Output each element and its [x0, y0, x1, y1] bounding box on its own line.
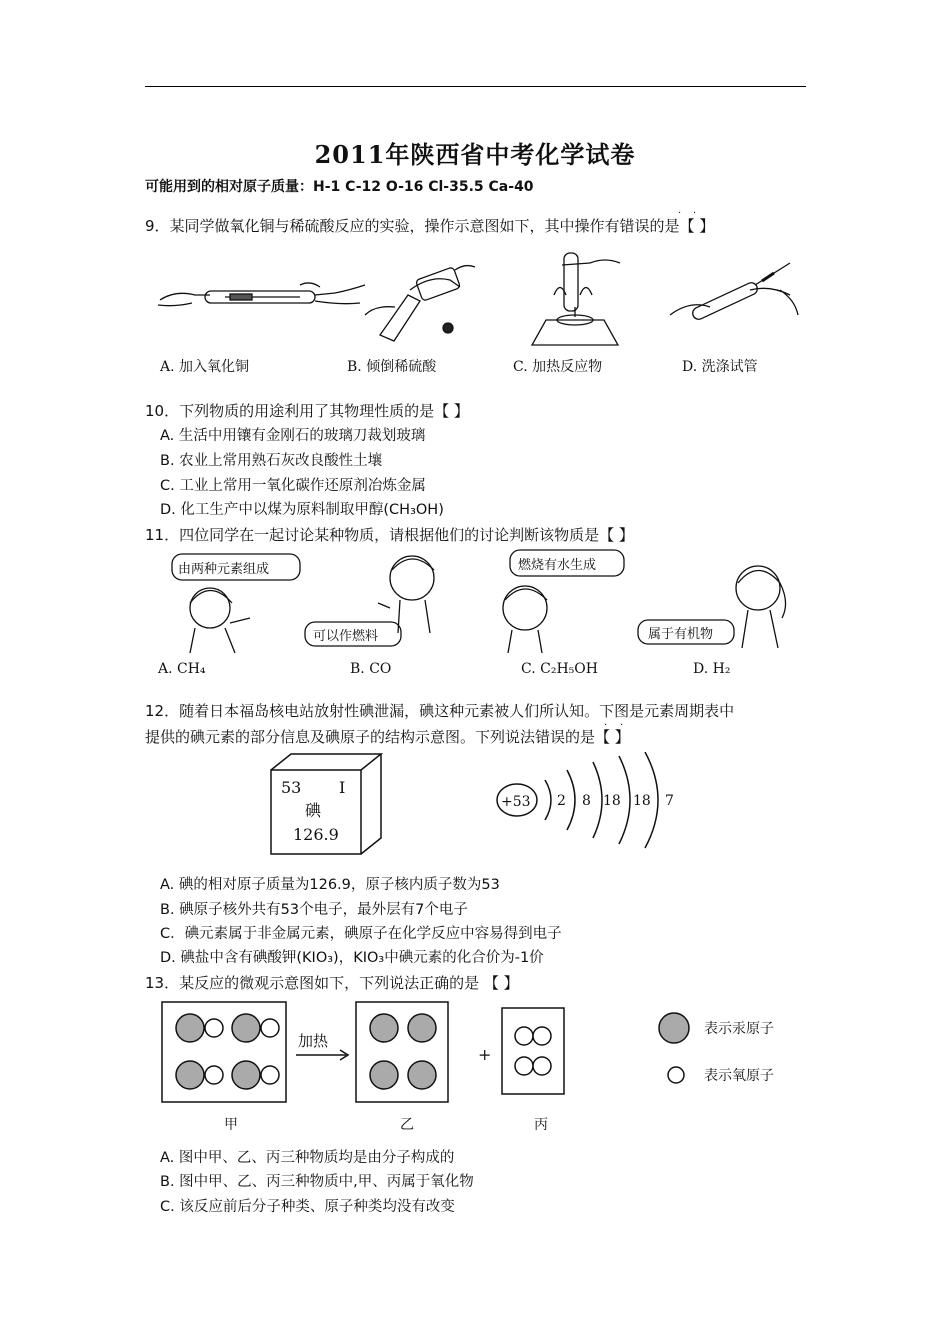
- q9-caption-c: C. 加热反应物: [513, 359, 603, 375]
- student-figure: [503, 586, 547, 630]
- q9-caption-a: A. 加入氧化铜: [160, 359, 250, 375]
- q9-illustration-c: [532, 253, 620, 345]
- emphasis-dot: ·: [693, 208, 697, 219]
- mercury-atom: [176, 1014, 204, 1042]
- q11-caption-b: B. CO: [350, 661, 392, 677]
- student-figure: [736, 566, 780, 610]
- box-label-yi: 乙: [400, 1117, 414, 1133]
- shell-count-5: 7: [665, 793, 674, 809]
- q10-option-b: B. 农业上常用熟石灰改良酸性土壤: [160, 453, 383, 469]
- oxygen-atom: [515, 1027, 533, 1045]
- q10-option-a: A. 生活中用镶有金刚石的玻璃刀裁划玻璃: [160, 428, 426, 444]
- q9-caption-b: B. 倾倒稀硫酸: [347, 359, 437, 375]
- q9-illustration-d: [670, 263, 798, 321]
- arrow-label: 加热: [298, 1032, 329, 1050]
- mercury-atom: [370, 1061, 398, 1089]
- element-card: [265, 750, 385, 858]
- mercury-atom: [176, 1061, 204, 1089]
- box-label-bing: 丙: [534, 1117, 548, 1133]
- q11-bubble-1: 由两种元素组成: [178, 562, 270, 577]
- oxygen-atom: [515, 1057, 533, 1075]
- mercury-atom: [232, 1014, 260, 1042]
- student-figure: [390, 556, 434, 600]
- oxygen-atom: [205, 1019, 223, 1037]
- mercury-atom: [370, 1014, 398, 1042]
- student-figure: [190, 588, 230, 628]
- q11-bubble-4: 属于有机物: [648, 627, 714, 642]
- q9-illustration-a: [158, 283, 365, 306]
- q12-option-d: D. 碘盐中含有碘酸钾(KIO₃)，KIO₃中碘元素的化合价为-1价: [160, 950, 544, 966]
- element-atomic-number: 53: [281, 778, 302, 797]
- q9-illustration-b: [365, 266, 475, 341]
- q11-stem: 11．四位同学在一起讨论某种物质，请根据他们的讨论判断该物质是【 】: [145, 526, 634, 544]
- atomic-masses-note: 可能用到的相对原子质量：H-1 C-12 O-16 Cl-35.5 Ca-40: [145, 179, 534, 195]
- oxygen-atom: [261, 1019, 279, 1037]
- q13-option-c: C. 该反应前后分子种类、原子种类均没有改变: [160, 1199, 455, 1215]
- q10-option-c: C. 工业上常用一氧化碳作还原剂冶炼金属: [160, 478, 426, 494]
- q12-stem-line2: 提供的碘元素的部分信息及碘原子的结构示意图。下列说法错误的是【 】: [145, 728, 630, 746]
- oxygen-atom: [533, 1027, 551, 1045]
- shell-count-4: 18: [633, 793, 651, 809]
- legend-oxygen-icon: [668, 1067, 684, 1083]
- q12-option-c: C．碘元素属于非金属元素，碘原子在化学反应中容易得到电子: [160, 926, 562, 942]
- atom-structure-diagram: [493, 752, 693, 852]
- element-group: I: [339, 778, 346, 797]
- q12-option-b: B. 碘原子核外共有53个电子，最外层有7个电子: [160, 902, 468, 918]
- box-label-jia: 甲: [224, 1117, 238, 1133]
- q12-option-a: A. 碘的相对原子质量为126.9，原子核内质子数为53: [160, 877, 500, 893]
- electron-shell: [567, 770, 575, 830]
- q9-figure: [150, 245, 810, 355]
- shell-count-1: 2: [557, 793, 566, 809]
- q13-option-b: B. 图中甲、乙、丙三种物质中,甲、丙属于氧化物: [160, 1174, 474, 1190]
- legend-mercury-label: 表示汞原子: [704, 1021, 774, 1037]
- q9-caption-d: D. 洗涤试管: [682, 359, 758, 375]
- q11-bubble-3: 燃烧有水生成: [518, 558, 597, 573]
- q11-caption-c: C. C₂H₅OH: [521, 661, 598, 677]
- element-mass: 126.9: [293, 825, 339, 844]
- q11-caption-a: A. CH₄: [158, 661, 206, 677]
- q13-reaction-diagram: [160, 998, 800, 1110]
- mercury-atom: [232, 1061, 260, 1089]
- electron-shell: [593, 762, 602, 838]
- q9-stem: 9．某同学做氧化铜与稀硫酸反应的实验，操作示意图如下，其中操作有错误的是【 】: [145, 217, 715, 235]
- legend-mercury-icon: [659, 1013, 689, 1043]
- header-rule: [145, 86, 806, 87]
- emphasis-dot: ·: [678, 208, 682, 219]
- q10-option-d: D. 化工生产中以煤为原料制取甲醇(CH₃OH): [160, 502, 444, 518]
- oxygen-atom: [205, 1066, 223, 1084]
- legend-oxygen-label: 表示氧原子: [704, 1068, 774, 1084]
- nucleus-charge: +53: [501, 794, 531, 810]
- q11-caption-d: D. H₂: [693, 661, 731, 677]
- element-name: 碘: [305, 801, 322, 820]
- emphasis-dot: ·: [604, 720, 608, 731]
- q13-option-a: A. 图中甲、乙、丙三种物质均是由分子构成的: [160, 1150, 455, 1166]
- reaction-box-bing: [502, 1008, 564, 1094]
- emphasis-dot: ·: [620, 720, 624, 731]
- page-title: 2011年陕西省中考化学试卷: [314, 140, 636, 169]
- oxygen-atom: [261, 1066, 279, 1084]
- oxygen-atom: [533, 1057, 551, 1075]
- mercury-atom: [408, 1061, 436, 1089]
- q13-stem: 13．某反应的微观示意图如下，下列说法正确的是 【 】: [145, 974, 519, 992]
- shell-count-3: 18: [603, 793, 621, 809]
- plus-sign: +: [478, 1045, 492, 1064]
- electron-shell: [545, 780, 551, 820]
- mercury-atom: [408, 1014, 436, 1042]
- reaction-box-yi: [356, 1002, 448, 1102]
- q12-stem-line1: 12．随着日本福岛核电站放射性碘泄漏，碘这种元素被人们所认知。下图是元素周期表中: [145, 702, 735, 720]
- shell-count-2: 8: [582, 793, 591, 809]
- q11-bubble-2: 可以作燃料: [313, 629, 379, 644]
- q10-stem: 10．下列物质的用途利用了其物理性质的是【 】: [145, 402, 469, 420]
